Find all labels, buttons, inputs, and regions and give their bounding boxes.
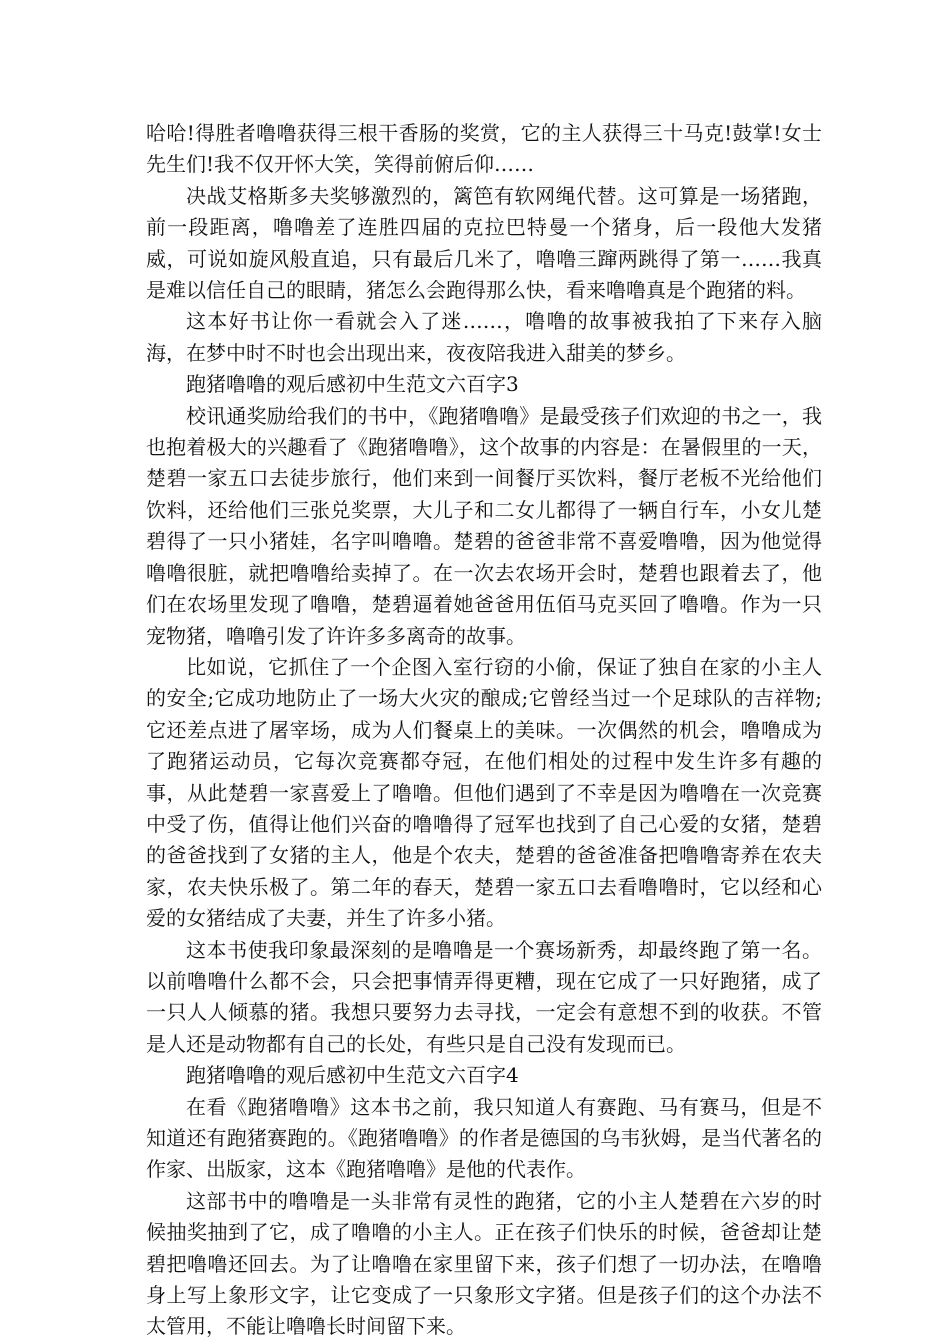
section-heading-4: 跑猪噜噜的观后感初中生范文六百字4	[186, 1063, 519, 1088]
paragraph-2: 决战艾格斯多夫奖够激烈的，篱笆有软网绳代替。这可算是一场猪跑，前一段距离，噜噜差了连胜四届的克拉巴特曼一个猪身，后一段他大发猪威，可说如旋风般直追，只有最后几米了，噜噜三蹿两跳得了第一……我真是难以信任自己的眼睛，猪怎么会跑得那么快，看来噜噜真是个跑猪的料。	[146, 183, 822, 303]
document-page	[146, 118, 822, 1343]
paragraph-7: 在看《跑猪噜噜》这本书之前，我只知道人有赛跑、马有赛马，但是不知道还有跑猪赛跑的。《跑猪噜噜》的作者是德国的乌韦狄姆，是当代著名的作家、出版家，这本《跑猪噜噜》是他的代表作。	[146, 1094, 822, 1182]
paragraph-6: 这本书使我印象最深刻的是噜噜是一个赛场新秀，却最终跑了第一名。以前噜噜什么都不会，只会把事情弄得更糟，现在它成了一只好跑猪，成了一只人人倾慕的猪。我想只要努力去寻找，一定会有意想不到的收获。不管是人还是动物都有自己的长处，有些只是自己没有发现而已。	[146, 937, 822, 1056]
paragraph-5: 比如说，它抓住了一个企图入室行窃的小偷，保证了独自在家的小主人的安全;它成功地防止了一场大火灾的酿成;它曾经当过一个足球队的吉祥物;它还差点进了屠宰场，成为人们餐桌上的美味。一次偶然的机会，噜噜成为了跑猪运动员，它每次竞赛都夺冠，在他们相处的过程中发生许多有趣的事，从此楚碧一家喜爱上了噜噜。但他们遇到了不幸是因为噜噜在一次竞赛中受了伤，值得让他们兴奋的噜噜得了冠军也找到了自己心爱的女猪，楚碧的爸爸找到了女猪的主人，他是个农夫，楚碧的爸爸准备把噜噜寄养在农夫家，农夫快乐极了。第二年的春天，楚碧一家五口去看噜噜时，它以经和心爱的女猪结成了夫妻，并生了许多小猪。	[146, 654, 822, 931]
paragraph-3: 这本好书让你一看就会入了迷……，噜噜的故事被我拍了下来存入脑海，在梦中时不时也会出现出来，夜夜陪我进入甜美的梦乡。	[146, 309, 822, 365]
paragraph-4: 校讯通奖励给我们的书中，《跑猪噜噜》是最受孩子们欢迎的书之一，我也抱着极大的兴趣看了《跑猪噜噜》，这个故事的内容是：在暑假里的一天，楚碧一家五口去徒步旅行，他们来到一间餐厅买饮料，餐厅老板不光给他们饮料，还给他们三张兑奖票，大儿子和二女儿都得了一辆自行车，小女儿楚碧得了一只小猪娃，名字叫噜噜。楚碧的爸爸非常不喜爱噜噜，因为他觉得噜噜很脏，就把噜噜给卖掉了。在一次去农场开会时，楚碧也跟着去了，他们在农场里发现了噜噜，楚碧逼着她爸爸用伍佰马克买回了噜噜。作为一只宠物猪，噜噜引发了许许多多离奇的故事。	[146, 403, 822, 648]
paragraph-8: 这部书中的噜噜是一头非常有灵性的跑猪，它的小主人楚碧在六岁的时候抽奖抽到了它，成了噜噜的小主人。正在孩子们快乐的时候，爸爸却让楚碧把噜噜还回去。为了让噜噜在家里留下来，孩子们想了一切办法，在噜噜身上写上象形文字，让它变成了一只象形文字猪。但是孩子们的这个办法不太管用，不能让噜噜长时间留下来。	[146, 1188, 822, 1339]
section-heading-3: 跑猪噜噜的观后感初中生范文六百字3	[186, 372, 519, 397]
paragraph-1: 哈哈!得胜者噜噜获得三根干香肠的奖赏，它的主人获得三十马克!鼓掌!女士先生们!我不仅开怀大笑，笑得前俯后仰……	[146, 121, 822, 177]
